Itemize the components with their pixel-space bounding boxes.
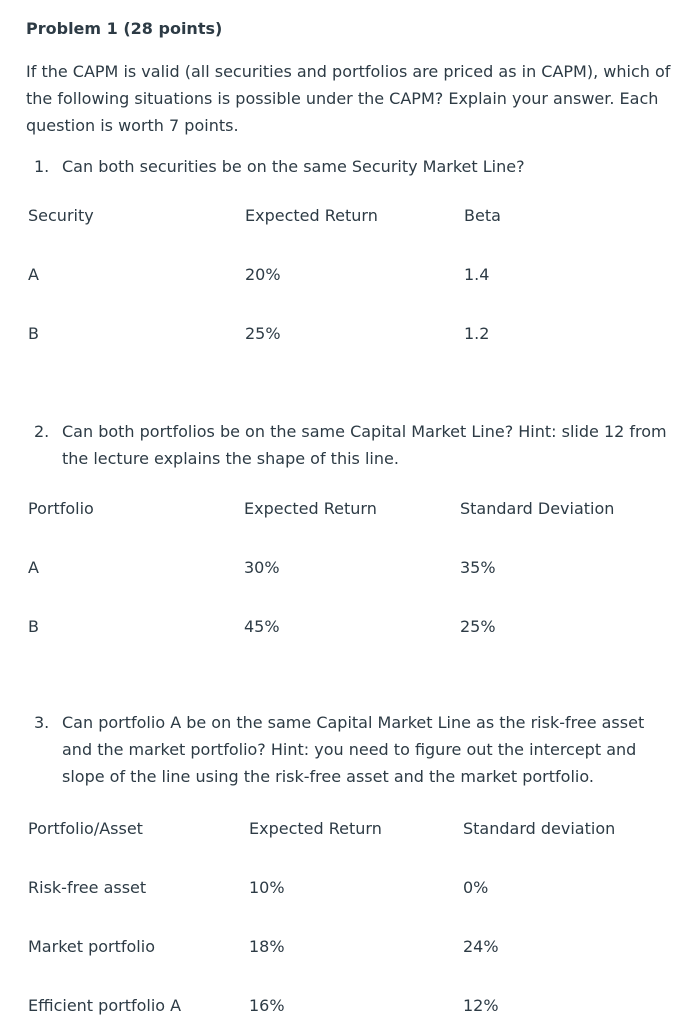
table-1-row-a-name: A [28, 265, 39, 284]
table-3-row-risk-free-stddev: 0% [463, 878, 489, 897]
table-1-row-b-beta: 1.2 [464, 324, 490, 343]
question-1-text: Can both securities be on the same Security Market Line? [62, 157, 525, 176]
question-1 [34, 153, 674, 180]
table-1-row-b-name: B [28, 324, 39, 343]
table-1-row-a-return: 20% [245, 265, 281, 284]
table-1-header-security: Security [28, 206, 94, 225]
question-1-number: 1. [34, 157, 50, 176]
problem-intro: If the CAPM is valid (all securities and portfolios are priced as in CAPM), which of the following situations is possible under the CAPM? Explain your answer. Each question is worth 7 points. [26, 62, 671, 135]
table-2-row-a-stddev: 35% [460, 558, 496, 577]
question-2-text: Can both portfolios be on the same Capital Market Line? Hint: slide 12 from the lecture explains the shape of this line. [62, 422, 667, 468]
table-3-row-efficient-a-name: Efficient portfolio A [28, 996, 182, 1015]
table-2-header-standard-deviation: Standard Deviation [460, 499, 615, 518]
question-2 [34, 418, 674, 472]
table-3-row-market-stddev: 24% [463, 937, 499, 956]
table-1-header-expected-return: Expected Return [245, 206, 378, 225]
table-3-row-market-return: 18% [249, 937, 285, 956]
table-1-row-b-return: 25% [245, 324, 281, 343]
table-3-row-market-name: Market portfolio [28, 937, 155, 956]
table-1-row-a-beta: 1.4 [464, 265, 490, 284]
table-3-row-efficient-a-stddev: 12% [463, 996, 499, 1015]
table-2-header-portfolio: Portfolio [28, 499, 94, 518]
table-2-row-b-name: B [28, 617, 39, 636]
table-1-header-beta: Beta [464, 206, 501, 225]
table-3-header-standard-deviation: Standard deviation [463, 819, 616, 838]
table-3-row-efficient-a-return: 16% [249, 996, 285, 1015]
question-3-number: 3. [34, 713, 50, 732]
table-2-row-b-stddev: 25% [460, 617, 496, 636]
table-3-row-risk-free-name: Risk-free asset [28, 878, 147, 897]
table-3-header-portfolio-asset: Portfolio/Asset [28, 819, 143, 838]
question-3 [34, 709, 674, 790]
table-3-row-risk-free-return: 10% [249, 878, 285, 897]
table-2-row-a-name: A [28, 558, 39, 577]
table-2-row-b-return: 45% [244, 617, 280, 636]
table-2-row-a-return: 30% [244, 558, 280, 577]
question-2-number: 2. [34, 422, 50, 441]
table-3-header-expected-return: Expected Return [249, 819, 382, 838]
problem-title: Problem 1 (28 points) [26, 19, 223, 38]
table-2-header-expected-return: Expected Return [244, 499, 377, 518]
question-3-text: Can portfolio A be on the same Capital Market Line as the risk-free asset and the market portfolio? Hint: you need to figure out the intercept and slope of the line using the risk-free asset and the market portfolio. [62, 713, 645, 786]
